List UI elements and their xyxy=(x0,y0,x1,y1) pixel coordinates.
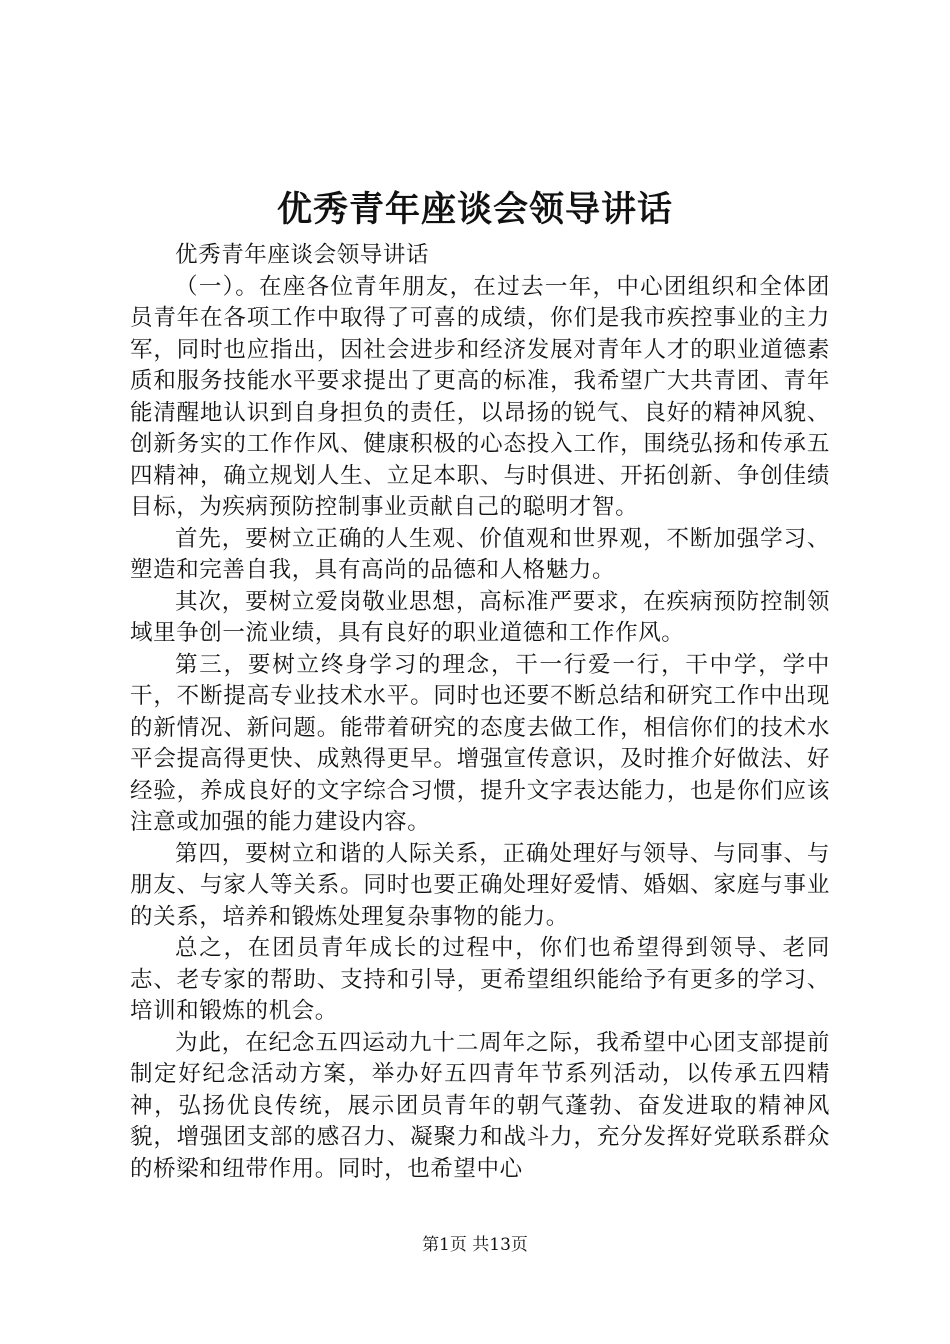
paragraph: 总之，在团员青年成长的过程中，你们也希望得到领导、老同志、老专家的帮助、支持和引导，更希望组织能给予有更多的学习、培训和锻炼的机会。 xyxy=(130,935,830,1024)
document-title: 优秀青年座谈会领导讲话 xyxy=(276,189,673,230)
paragraph: 其次，要树立爱岗敬业思想，高标准严要求，在疾病预防控制领域里争创一流业绩，具有良好的职业道德和工作作风。 xyxy=(130,588,830,646)
document-body xyxy=(130,240,830,1185)
paragraph: 优秀青年座谈会领导讲话 xyxy=(175,242,430,268)
page-footer: 第1页 共13页 xyxy=(422,1235,528,1255)
paragraph: （一）。在座各位青年朋友，在过去一年，中心团组织和全体团员青年在各项工作中取得了可喜的成绩，你们是我市疾控事业的主力军，同时也应指出，因社会进步和经济发展对青年人才的职业道德素质和服务技能水平要求提出了更高的标准，我希望广大共青团、青年能清醒地认识到自身担负的责任，以昂扬的锐气、良好的精神风貌、创新务实的工作作风、健康积极的心态投入工作，围绕弘扬和传承五四精神，确立规划人生、立足本职、与时俱进、开拓创新、争创佳绩目标，为疾病预防控制事业贡献自己的聪明才智。 xyxy=(130,273,830,520)
paragraph: 第四，要树立和谐的人际关系，正确处理好与领导、与同事、与朋友、与家人等关系。同时也要正确处理好爱情、婚姻、家庭与事业的关系，培养和锻炼处理复杂事物的能力。 xyxy=(130,840,830,930)
paragraph: 第三，要树立终身学习的理念，干一行爱一行，干中学，学中干，不断提高专业技术水平。同时也还要不断总结和研究工作中出现的新情况、新问题。能带着研究的态度去做工作，相信你们的技术水平会提高得更快、成熟得更早。增强宣传意识，及时推介好做法、好经验，养成良好的文字综合习惯，提升文字表达能力，也是你们应该注意或加强的能力建设内容。 xyxy=(130,651,830,835)
paragraph: 为此，在纪念五四运动九十二周年之际，我希望中心团支部提前制定好纪念活动方案，举办好五四青年节系列活动，以传承五四精神，弘扬优良传统，展示团员青年的朝气蓬勃、奋发进取的精神风貌，增强团支部的感召力、凝聚力和战斗力，充分发挥好党联系群众的桥梁和纽带作用。同时，也希望中心 xyxy=(130,1029,830,1182)
paragraph: 首先，要树立正确的人生观、价值观和世界观，不断加强学习、塑造和完善自我，具有高尚的品德和人格魅力。 xyxy=(130,525,830,583)
